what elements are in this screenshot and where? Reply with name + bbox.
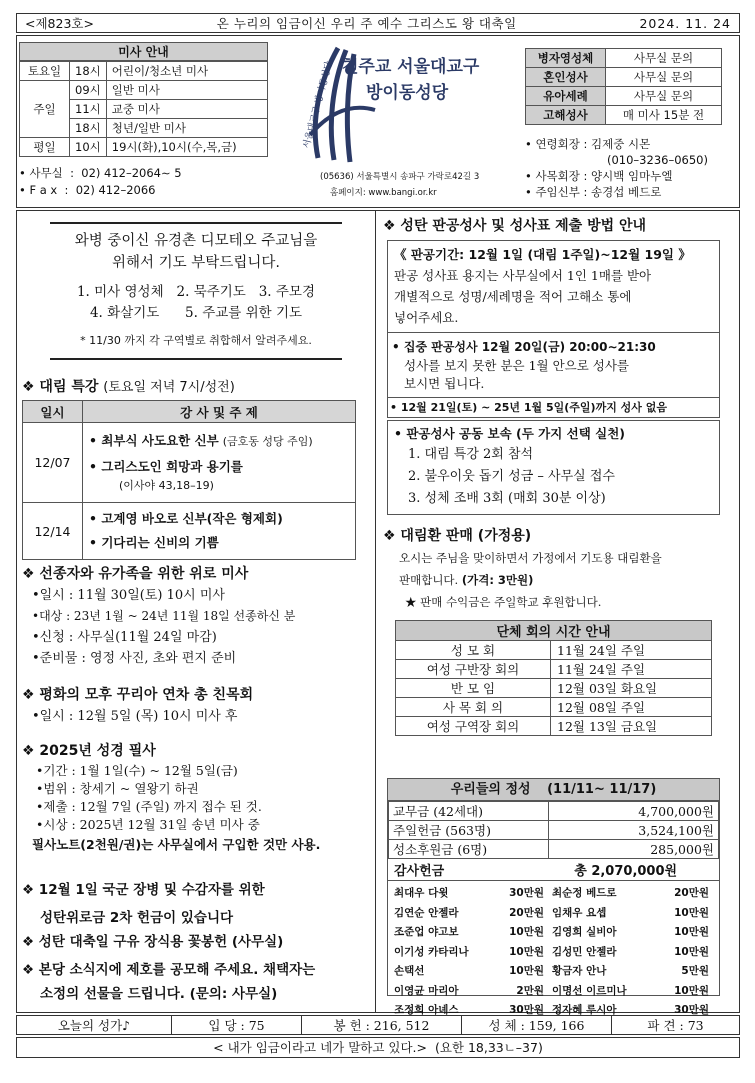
parish-homepage: 홈페이지: www.bangi.or.kr <box>330 188 437 198</box>
gospel-quote-text: < 내가 임금이라고 네가 말하고 있다.> (요한 18,33ㄴ–37) <box>213 1040 543 1055</box>
advent-speaker-1-name: • 최부식 사도요한 신부 <box>89 432 219 448</box>
offerings-title: 우리들의 정성 <box>450 782 531 797</box>
mass-schedule <box>19 42 268 197</box>
bible-transcription <box>22 740 320 856</box>
mass-time: 18시 <box>70 119 107 138</box>
donor-name: 황금자 안나 <box>552 965 607 978</box>
second-collection <box>22 878 265 926</box>
donor-name: 김영희 실비아 <box>552 926 617 939</box>
wreath-title: ❖ 대림환 판매 (가정용) <box>383 528 532 544</box>
hymn-offertory: 봉 헌 : 216, 512 <box>302 1016 462 1034</box>
donor-row <box>394 883 713 903</box>
hymn-bar <box>16 1015 740 1035</box>
advent-col-date: 일시 <box>23 401 83 423</box>
memorial-line: •준비물 : 영정 사진, 초와 편지 준비 <box>32 651 237 666</box>
meeting-date: 11월 24일 주일 <box>551 641 712 660</box>
sacrament-value: 매 미사 15분 전 <box>606 106 722 125</box>
mass-time: 10시 <box>70 138 107 157</box>
meeting-name: 반 모 임 <box>396 679 551 698</box>
issue-number: <제823호> <box>25 16 94 31</box>
hymn-entry: 입 당 : 75 <box>172 1016 302 1034</box>
bible-line: •제출 : 12월 7일 (주일) 까지 접수 된 것. <box>36 799 262 814</box>
mass-desc: 일반 미사 <box>106 81 267 100</box>
confession-schedule <box>388 333 719 397</box>
sacrament-label: 유아세례 <box>526 87 606 106</box>
donor-list <box>388 881 719 1022</box>
mass-desc: 19시(화),10시(수,목,금) <box>106 138 267 157</box>
confession-group: • 집중 판공성사 12월 20일(금) 20:00∼21:30 <box>392 340 656 354</box>
newsletter-line-1: ❖ 본당 소식지에 제호를 공모해 주세요. 채택자는 <box>22 962 316 978</box>
penance-item: 3. 성체 조배 3회 (매회 30분 이상) <box>408 491 606 506</box>
thanks-total: 총 2,070,000원 <box>574 864 678 879</box>
sacrament-value: 사무실 문의 <box>606 68 722 87</box>
office-fax: • F a x : 02) 412–2066 <box>19 183 156 197</box>
mass-desc: 어린이/청소년 미사 <box>106 62 267 81</box>
meeting-date: 12월 03일 화요일 <box>551 679 712 698</box>
newsletter-line-2: 소정의 선물을 드립니다. (문의: 사무실) <box>40 986 278 1002</box>
confession-none: • 12월 21일(토) ~ 25년 1월 5일(주일)까지 성사 없음 <box>388 397 719 418</box>
donor-name: 이명선 이르미나 <box>552 984 627 997</box>
header-bar <box>16 13 740 33</box>
mass-time: 18시 <box>70 62 107 81</box>
bible-line: •시상 : 2025년 12월 31일 송년 미사 중 <box>36 817 260 832</box>
column-divider <box>375 210 376 1013</box>
advent-speaker-1-parish: (금호동 성당 주임) <box>222 434 313 448</box>
donor-name: 김연순 안젤라 <box>394 906 459 919</box>
donor-amount: 10만원 <box>509 965 544 978</box>
donor-name: 이영균 마리아 <box>394 984 459 997</box>
mass-day: 주일 <box>20 81 70 138</box>
donor-name: 조준업 야고보 <box>394 926 459 939</box>
thanks-offering-row <box>388 859 719 881</box>
confession-period: 《 판공기간: 12월 1일 (대림 1주일)~12월 19일 》 <box>394 247 691 262</box>
offering-name: 성소후원금 (6명) <box>389 840 549 859</box>
parish-logo <box>290 40 510 205</box>
advent-topic-1-ref: (이사야 43,18–19) <box>119 478 214 492</box>
penance-item: 1. 대림 특강 2회 참석 <box>408 447 534 462</box>
mass-time: 11시 <box>70 100 107 119</box>
peace-title: ❖ 평화의 모후 꾸리아 연차 총 친목회 <box>22 687 254 703</box>
memorial-line: •일시 : 11월 30일(토) 10시 미사 <box>32 588 225 603</box>
mass-schedule-title: 미사 안내 <box>19 42 268 61</box>
donor-name: 최대우 다윗 <box>394 887 449 900</box>
advent-date-2: 12/14 <box>23 503 83 560</box>
bible-title: ❖ 2025년 성경 필사 <box>22 743 156 759</box>
wreath-price: (가격: 3만원) <box>461 573 534 587</box>
mass-day: 평일 <box>20 138 70 157</box>
memorial-line: •대상 : 23년 1월 ~ 24년 11월 18일 선종하신 분 <box>32 609 296 623</box>
emblem-circle-text: 서울대교구 방이동성당 <box>301 60 335 150</box>
wreath-line-3: ★ 판매 수익금은 주일학교 후원합니다. <box>405 595 602 609</box>
collection-line-1: ❖ 12월 1일 국군 장병 및 수감자를 위한 <box>22 882 265 898</box>
offering-amount: 4,700,000원 <box>549 802 719 821</box>
advent-topic-2: • 기다리는 신비의 기쁨 <box>89 535 219 550</box>
meeting-name: 사 목 회 의 <box>396 698 551 717</box>
donor-amount: 30만원 <box>509 1004 544 1017</box>
sacrament-label: 고해성사 <box>526 106 606 125</box>
memorial-title: ❖ 선종자와 유가족을 위한 위로 미사 <box>22 566 249 582</box>
memorial-mass <box>22 563 295 669</box>
donor-row <box>394 903 713 923</box>
donor-amount: 10만원 <box>509 926 544 939</box>
donor-row <box>394 981 713 1001</box>
meeting-date: 11월 24일 주일 <box>551 660 712 679</box>
donor-name: 이기성 카타리나 <box>394 945 469 958</box>
offering-name: 주일헌금 (563명) <box>389 821 549 840</box>
donor-name: 김성민 안젤라 <box>552 945 617 958</box>
donor-name: 최순정 베드로 <box>552 887 617 900</box>
advent-table <box>22 400 356 560</box>
parish-name-top: 천주교 서울대교구 <box>342 57 480 77</box>
donor-amount: 10만원 <box>674 984 709 997</box>
advent-date-1: 12/07 <box>23 423 83 503</box>
confession-box <box>387 240 720 418</box>
offering-amount: 3,524,100원 <box>549 821 719 840</box>
confession-text: 넣어주세요. <box>394 310 459 325</box>
sacrament-label: 혼인성사 <box>526 68 606 87</box>
sacrament-value: 사무실 문의 <box>606 87 722 106</box>
donor-amount: 10만원 <box>674 945 709 958</box>
advent-speaker-2: • 고계영 바오로 신부(작은 형제회) <box>89 511 283 526</box>
donor-amount: 30만원 <box>674 1004 709 1017</box>
penance-title: • 판공성사 공동 보속 (두 가지 선택 실천) <box>394 426 626 441</box>
feast-title: 온 누리의 임금이신 우리 주 예수 그리스도 왕 대축일 <box>216 16 517 31</box>
meeting-name: 여성 구역장 회의 <box>396 717 551 736</box>
donor-name: 손택선 <box>394 965 425 978</box>
bible-note: 필사노트(2천원/권)는 사무실에서 구입한 것만 사용. <box>32 837 321 852</box>
confession-info <box>388 241 719 333</box>
meeting-date: 12월 13일 금요일 <box>551 717 712 736</box>
prayer-items-2: 4. 화살기도 5. 주교를 위한 기도 <box>89 305 303 321</box>
meeting-date: 12월 08일 주일 <box>551 698 712 717</box>
newsletter-contest <box>22 958 315 1002</box>
memorial-line: •신청 : 사무실(11월 24일 마감) <box>32 630 217 645</box>
advent-col-topic: 강 사 및 주 제 <box>83 401 356 423</box>
confession-group-note: 보시면 됩니다. <box>404 376 485 391</box>
sacraments-table <box>525 48 722 125</box>
advent-wreath <box>383 525 728 613</box>
gospel-quote <box>16 1037 740 1058</box>
donor-amount: 10만원 <box>674 906 709 919</box>
prayer-top-rule <box>50 222 342 224</box>
donor-amount: 30만원 <box>509 887 544 900</box>
advent-topic-1: • 그리스도인 희망과 용기를 <box>89 458 243 474</box>
bible-line: •범위 : 창세기 ~ 열왕기 하권 <box>36 781 199 796</box>
confession-title: ❖ 성탄 판공성사 및 성사표 제출 방법 안내 <box>383 218 647 234</box>
leaders-info <box>525 136 708 200</box>
mass-day: 토요일 <box>20 62 70 81</box>
donor-row <box>394 942 713 962</box>
donor-name: 조정희 아녜스 <box>394 1004 459 1017</box>
confession-group-note: 성사를 보지 못한 분은 1월 안으로 성사를 <box>404 358 629 373</box>
mass-desc: 청년/일반 미사 <box>106 119 267 138</box>
penance-item: 2. 불우이웃 돕기 성금 – 사무실 접수 <box>408 469 615 484</box>
prayer-line-1: 와병 중이신 유경촌 디모테오 주교님을 <box>74 233 318 249</box>
offering-name: 교무금 (42세대) <box>389 802 549 821</box>
thanks-label: 감사헌금 <box>394 864 445 879</box>
sacrament-label: 병자영성체 <box>526 49 606 68</box>
prayer-items-1: 1. 미사 영성체 2. 묵주기도 3. 주모경 <box>76 284 316 300</box>
bible-line: •기간 : 1월 1일(수) ~ 12월 5일(금) <box>36 763 238 778</box>
meeting-name: 성 모 회 <box>396 641 551 660</box>
parish-name-bottom: 방이동성당 <box>366 83 449 103</box>
meetings-table <box>395 620 712 736</box>
donor-row <box>394 961 713 981</box>
office-phone: • 사무실 : 02) 412–2064∼ 5 <box>19 166 182 180</box>
donor-amount: 5만원 <box>681 965 709 978</box>
mass-table <box>19 61 268 157</box>
advent-lecture-title <box>22 376 235 396</box>
peace-gathering <box>22 684 253 727</box>
peace-line: •일시 : 12월 5일 (목) 10시 미사 후 <box>32 709 238 724</box>
funeral-head: • 연령회장 : 김제중 시몬 <box>525 137 651 151</box>
sacrament-value: 사무실 문의 <box>606 49 722 68</box>
wreath-sale: 판매합니다. <box>399 573 459 587</box>
offerings-header <box>388 779 719 801</box>
pastor: • 주임신부 : 송경섭 베드로 <box>525 185 662 199</box>
offerings-period: (11/11~ 11/17) <box>547 782 657 797</box>
hymn-communion: 성 체 : 159, 166 <box>462 1016 612 1034</box>
offering-amount: 285,000원 <box>549 840 719 859</box>
donor-name: 임채우 요셉 <box>552 906 607 919</box>
hymn-label: 오늘의 성가♪ <box>17 1016 172 1034</box>
funeral-phone: (010–3236–0650) <box>607 153 708 167</box>
wreath-line-1: 오시는 주님을 맞이하면서 가정에서 기도용 대림환을 <box>399 551 662 565</box>
prayer-note: * 11/30 까지 각 구역별로 취합해서 알려주세요. <box>80 334 312 347</box>
parish-address: (05636) 서울특별시 송파구 가락로42길 3 <box>320 172 480 182</box>
advent-title-text: ❖ 대림 특강 <box>22 379 99 395</box>
advent-speaker-1 <box>89 431 349 451</box>
prayer-request <box>24 230 368 348</box>
confession-penance <box>387 420 720 515</box>
donor-amount: 10만원 <box>674 926 709 939</box>
confession-text: 개별적으로 성명/세례명을 적어 고해소 통에 <box>394 289 632 304</box>
advent-title-sub: (토요일 저녁 7시/성전) <box>103 380 235 395</box>
prayer-line-2: 위해서 기도 부탁드립니다. <box>112 255 280 271</box>
donor-name: 정자혜 루시아 <box>552 1004 617 1017</box>
mass-time: 09시 <box>70 81 107 100</box>
donor-row <box>394 922 713 942</box>
donor-amount: 20만원 <box>509 906 544 919</box>
wreath-line-2 <box>383 569 728 591</box>
meetings-title: 단체 회의 시간 안내 <box>396 621 712 641</box>
mass-desc: 교중 미사 <box>106 100 267 119</box>
offerings-table <box>388 801 719 859</box>
donor-amount: 2만원 <box>516 984 544 997</box>
prayer-bottom-rule <box>50 358 342 360</box>
pastoral-head: • 사목회장 : 양시백 임마누엘 <box>525 169 673 183</box>
collection-line-2: 성탄위로금 2차 헌금이 있습니다 <box>40 910 234 926</box>
meeting-name: 여성 구반장 회의 <box>396 660 551 679</box>
hymn-dismissal: 파 견 : 73 <box>647 1018 704 1033</box>
flower-offering: ❖ 성탄 대축일 구유 장식용 꽃봉헌 (사무실) <box>22 934 284 950</box>
donor-amount: 20만원 <box>674 887 709 900</box>
donor-amount: 10만원 <box>509 945 544 958</box>
offerings-box <box>387 778 720 1017</box>
confession-text: 판공 성사표 용지는 사무실에서 1인 1매를 받아 <box>394 268 652 283</box>
issue-date: 2024. 11. 24 <box>639 15 731 31</box>
